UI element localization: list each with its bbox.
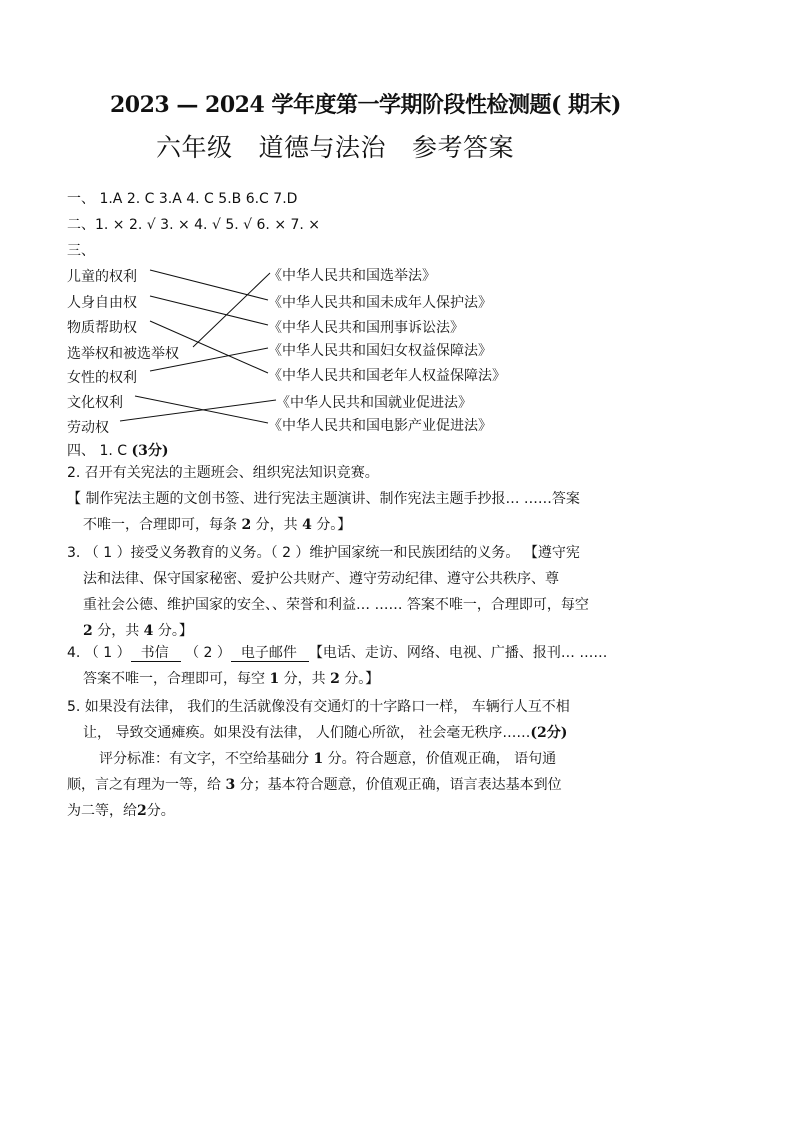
q5-line-3 [67,746,647,772]
q4-blank-2: 电子邮件 [231,645,309,662]
left-item: 物质帮助权 [67,320,137,336]
right-item: 《中华人民共和国妇女权益保障法》 [268,343,492,359]
q4-line-2 [67,666,657,692]
text: 让， 导致交通瘫痪。如果没有法律， 人们随心所欲， 社会毫无秩序…… [83,725,531,741]
section-4-q2 [67,460,647,538]
q2-text: 2. 召开有关宪法的主题班会、组织宪法知识竞赛。 [67,465,379,481]
text: 评分标准：有文字，不空给基础分 [99,751,309,767]
q5-line-4 [67,772,647,798]
right-item: 《中华人民共和国就业促进法》 [276,395,472,411]
section-4-q4 [67,640,657,692]
right-item: 《中华人民共和国未成年人保护法》 [268,295,492,311]
num: 4 [302,517,312,533]
text: 【电话、走访、网络、电视、广播、报刊… …… [308,645,608,661]
q3-line-2: 法和法律、保守国家秘密、爱护公共财产、遵守劳动纪律、遵守公共秩序、尊 [83,571,559,587]
text: 分。 [146,803,175,819]
text: 分。】 [344,671,380,687]
q4-blank-1: 书信 [131,645,181,662]
num: 2 [137,803,147,819]
q1-score: (3分) [131,443,169,459]
num: 1 [313,751,324,767]
left-item: 劳动权 [67,420,109,436]
text: 分。】 [316,517,352,533]
section-2-answers: 二、1. × 2. √ 3. × 4. √ 5. √ 6. × 7. × [67,217,321,233]
match-line [135,396,268,423]
q5-line-2 [67,720,647,746]
section-4-q1 [67,440,169,460]
text: 为二等，给 [67,803,137,819]
text: 分，共 [255,517,298,533]
text: 顺，言之有理为一等，给 [67,777,221,793]
doc-label: 参考答案 [412,133,515,162]
text: 4. （ 1 ） [67,645,131,661]
q2-note-line-2 [67,512,647,538]
text: 分；基本符合题意，价值观正确，语言表达基本到位 [239,777,562,793]
title-line-1: 2023 — 2024 学年度第一学期阶段性检测题( 期末) [110,92,621,118]
num: 3 [225,777,236,793]
grade-label: 六年级 [156,133,233,162]
text: 分。符合题意，价值观正确， 语句通 [327,751,557,767]
section-3-label: 三、 [67,243,95,259]
right-item: 《中华人民共和国老年人权益保障法》 [268,368,506,384]
left-item: 选举权和被选举权 [67,346,179,362]
text: （ 2 ） [185,645,231,661]
match-line [150,296,268,325]
right-item: 《中华人民共和国选举法》 [268,268,436,284]
q4-line-1 [67,640,657,666]
right-item: 《中华人民共和国电影产业促进法》 [268,418,492,434]
section-4-q3 [67,540,647,644]
left-item: 儿童的权利 [67,269,137,285]
subject-label: 道德与法治 [258,133,387,162]
match-line [150,348,268,371]
text: 分。】 [157,623,193,639]
section-1-answers: 一、 1.A 2. C 3.A 4. C 5.B 6.C 7.D [67,191,298,207]
section-4-q5 [67,694,647,824]
q3-line-3: 重社会公德、维护国家的安全、、荣誉和利益… …… 答案不唯一，合理即可，每空 [83,597,589,613]
text: 分，共 [283,671,326,687]
match-line [150,321,268,373]
score: (2分) [530,725,568,741]
q5-line-5 [67,798,647,824]
num: 2 [83,623,93,639]
q3-line-1: 3. （ 1 ）接受义务教育的义务。（ 2 ）维护国家统一和民族团结的义务。 【遵守宪 [67,545,580,561]
num: 2 [241,517,252,533]
q2-note-line-1: 【 制作宪法主题的文创书签、进行宪法主题演讲、制作宪法主题手抄报… ……答案 [67,491,580,507]
match-line [150,270,268,300]
num: 2 [330,671,340,687]
text: 答案不唯一，合理即可，每空 [83,671,265,687]
q1-answer: 四、 1. C [67,443,128,459]
match-line [120,400,276,421]
text: 不唯一，合理即可，每条 [83,517,237,533]
q5-line-1: 5. 如果没有法律， 我们的生活就像没有交通灯的十字路口一样， 车辆行人互不相 [67,699,570,715]
num: 4 [143,623,154,639]
num: 1 [269,671,280,687]
left-item: 女性的权利 [67,370,137,386]
left-item: 人身自由权 [67,295,137,311]
text: 分，共 [97,623,140,639]
right-item: 《中华人民共和国刑事诉讼法》 [268,320,464,336]
left-item: 文化权利 [67,395,123,411]
